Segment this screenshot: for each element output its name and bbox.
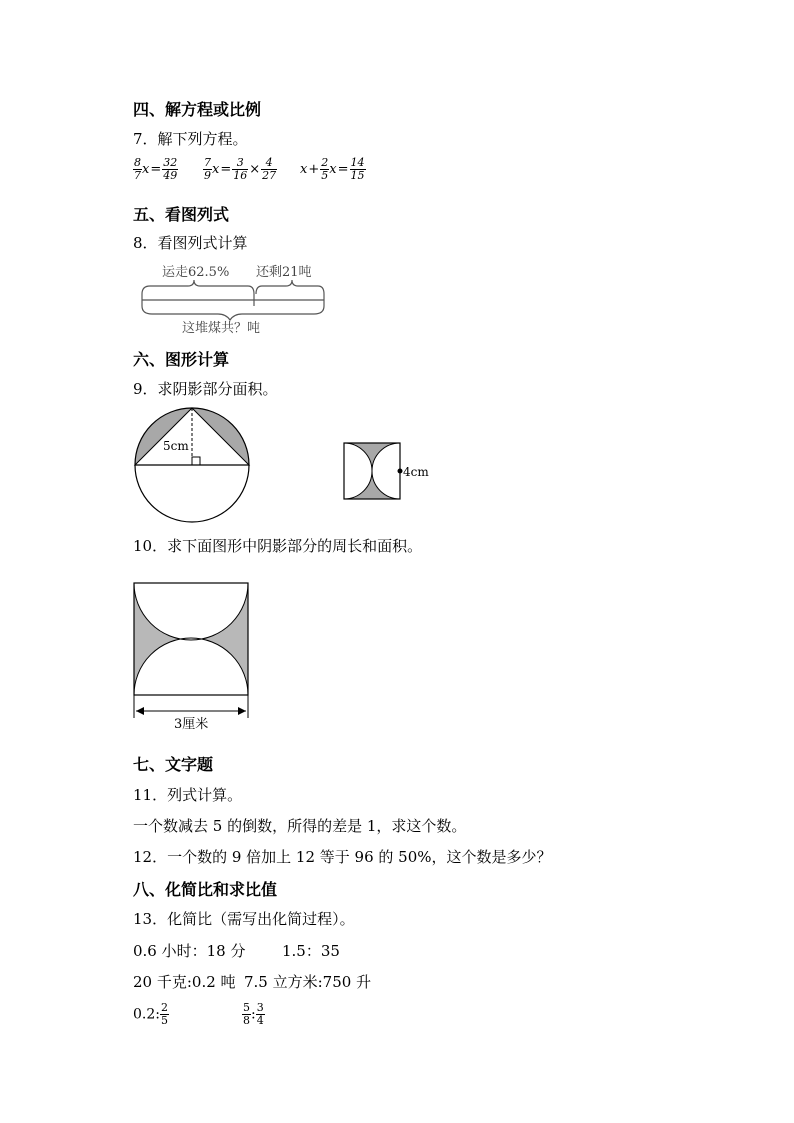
q11-text: 一个数减去 5 的倒数，所得的差是 1，求这个数。 xyxy=(133,817,467,835)
side-label: 4cm xyxy=(403,465,429,479)
q12-text: 12．一个数的 9 倍加上 12 等于 96 的 50%，这个数是多少？ xyxy=(133,848,552,866)
q8-bracket-diagram xyxy=(130,260,340,340)
fraction: $\frac{5}{8}$ xyxy=(243,1001,250,1027)
section-6-title: 六、图形计算 xyxy=(133,350,230,369)
arrow-right xyxy=(238,707,246,715)
center-dot xyxy=(398,469,403,474)
arrow-left xyxy=(136,707,144,715)
fraction: $\frac{3}{4}$ xyxy=(256,1001,264,1027)
q7-equation-3: x+ $\frac{2}{5}$ x= $\frac{14}{15}$ xyxy=(300,156,365,182)
ratio-3: 20 千克:0.2 吨 xyxy=(133,973,236,991)
q9-figure-circle xyxy=(130,405,255,530)
fraction: $\frac{3}{16}$ xyxy=(233,156,248,182)
brace-total xyxy=(142,306,324,320)
q11-stem: 11．列式计算。 xyxy=(133,786,243,804)
section-8-title: 八、化简比和求比值 xyxy=(133,880,278,899)
q10-figure xyxy=(130,580,255,732)
section-5-title: 五、看图列式 xyxy=(133,205,230,224)
q8-stem: 8．看图列式计算 xyxy=(133,234,248,252)
section-4-title: 四、解方程或比例 xyxy=(133,100,262,119)
section-7-title: 七、文字题 xyxy=(133,755,214,774)
brace-left xyxy=(256,280,324,294)
q7-stem: 7．解下列方程。 xyxy=(133,130,248,148)
ratio-2: 1.5：35 xyxy=(282,942,340,960)
q10-stem: 10．求下面图形中阴影部分的周长和面积。 xyxy=(133,537,423,555)
fraction: $\frac{32}{49}$ xyxy=(163,156,178,182)
q9-stem: 9．求阴影部分面积。 xyxy=(133,380,278,398)
fraction: $\frac{2}{5}$ xyxy=(160,1001,168,1027)
fraction: $\frac{8}{7}$ xyxy=(134,156,141,182)
q13-stem: 13．化简比（需写出化简过程）。 xyxy=(133,910,355,928)
ratio-1: 0.6 小时：18 分 xyxy=(133,942,246,960)
label-moved: 运走62.5% xyxy=(162,265,230,280)
radius-label: 5cm xyxy=(163,439,189,453)
fraction: $\frac{4}{27}$ xyxy=(262,156,277,182)
q7-equation-1: $\frac{8}{7}$ x= $\frac{32}{49}$ xyxy=(134,156,178,182)
fraction: $\frac{14}{15}$ xyxy=(350,156,365,182)
ratio-5: 0.2: $\frac{2}{5}$ xyxy=(133,1001,168,1027)
width-label: 3厘米 xyxy=(174,717,209,732)
q9-figure-square xyxy=(343,440,438,505)
ratio-4: 7.5 立方米:750 升 xyxy=(244,973,372,991)
brace-moved xyxy=(142,280,254,294)
label-total: 这堆煤共？吨 xyxy=(182,321,261,336)
ratio-6: $\frac{5}{8}$ : $\frac{3}{4}$ xyxy=(243,1001,264,1027)
q7-equation-2: $\frac{7}{9}$ x= $\frac{3}{16}$ × $\frac{4}{27}$ xyxy=(204,156,277,182)
fraction: $\frac{7}{9}$ xyxy=(204,156,211,182)
label-left: 还剩21吨 xyxy=(256,265,312,280)
fraction: $\frac{2}{5}$ xyxy=(321,156,329,182)
